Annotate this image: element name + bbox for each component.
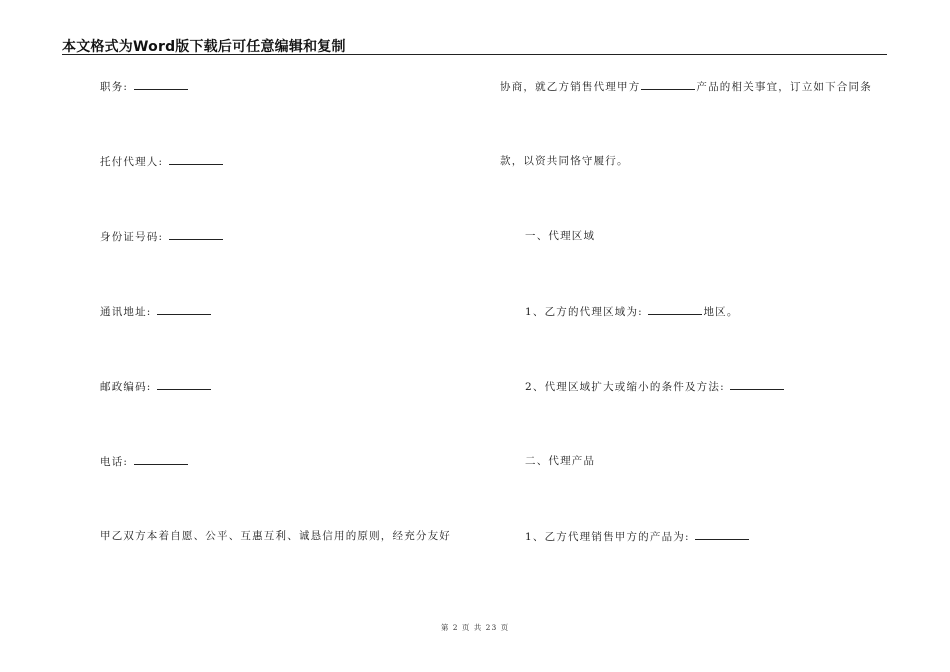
- clause-region-label: 1、乙方的代理区域为:: [525, 306, 643, 318]
- address-line: [100, 304, 212, 319]
- page-number-footer: 第 2 页 共 23 页: [440, 623, 510, 632]
- intro-text-part1: 协商，就乙方销售代理甲方: [500, 81, 641, 93]
- position-blank: [134, 79, 188, 90]
- id-number-line: [100, 229, 224, 244]
- phone-blank: [134, 454, 188, 465]
- agent-blank: [169, 154, 223, 165]
- principle-paragraph: 甲乙双方本着自愿、公平、互惠互利、诚恳信用的原则，经充分友好: [100, 530, 451, 542]
- position-line: [100, 79, 189, 94]
- id-number-blank: [169, 229, 223, 240]
- region-blank: [648, 304, 702, 315]
- section2-heading: 二、代理产品: [525, 455, 596, 467]
- clause-product-line: [525, 529, 750, 544]
- clause-region-suffix: 地区。: [703, 306, 739, 318]
- intro-continuation: 款，以资共同恪守履行。: [500, 155, 629, 167]
- address-blank: [157, 304, 211, 315]
- postcode-blank: [157, 379, 211, 390]
- clause-region-change-line: [525, 379, 785, 394]
- phone-line: [100, 454, 189, 469]
- intro-line: [500, 79, 872, 94]
- section1-heading: 一、代理区域: [525, 230, 596, 242]
- product-blank: [695, 529, 749, 540]
- address-label: 通讯地址:: [100, 306, 152, 318]
- id-number-label: 身份证号码:: [100, 231, 164, 243]
- clause-product-label: 1、乙方代理销售甲方的产品为:: [525, 531, 690, 543]
- position-label: 职务:: [100, 81, 129, 93]
- phone-label: 电话:: [100, 456, 129, 468]
- document-header-title: 本文格式为Word版下载后可任意编辑和复制: [62, 39, 346, 55]
- postcode-line: [100, 379, 212, 394]
- agent-label: 托付代理人:: [100, 156, 164, 168]
- postcode-label: 邮政编码:: [100, 381, 152, 393]
- region-change-blank: [730, 379, 784, 390]
- agent-line: [100, 154, 224, 169]
- clause-region-line: [525, 304, 739, 319]
- intro-text-part2: 产品的相关事宜，订立如下合同条: [696, 81, 872, 93]
- product-name-blank: [641, 79, 695, 90]
- clause-region-change-label: 2、代理区域扩大或缩小的条件及方法:: [525, 381, 725, 393]
- header-divider: [62, 54, 887, 55]
